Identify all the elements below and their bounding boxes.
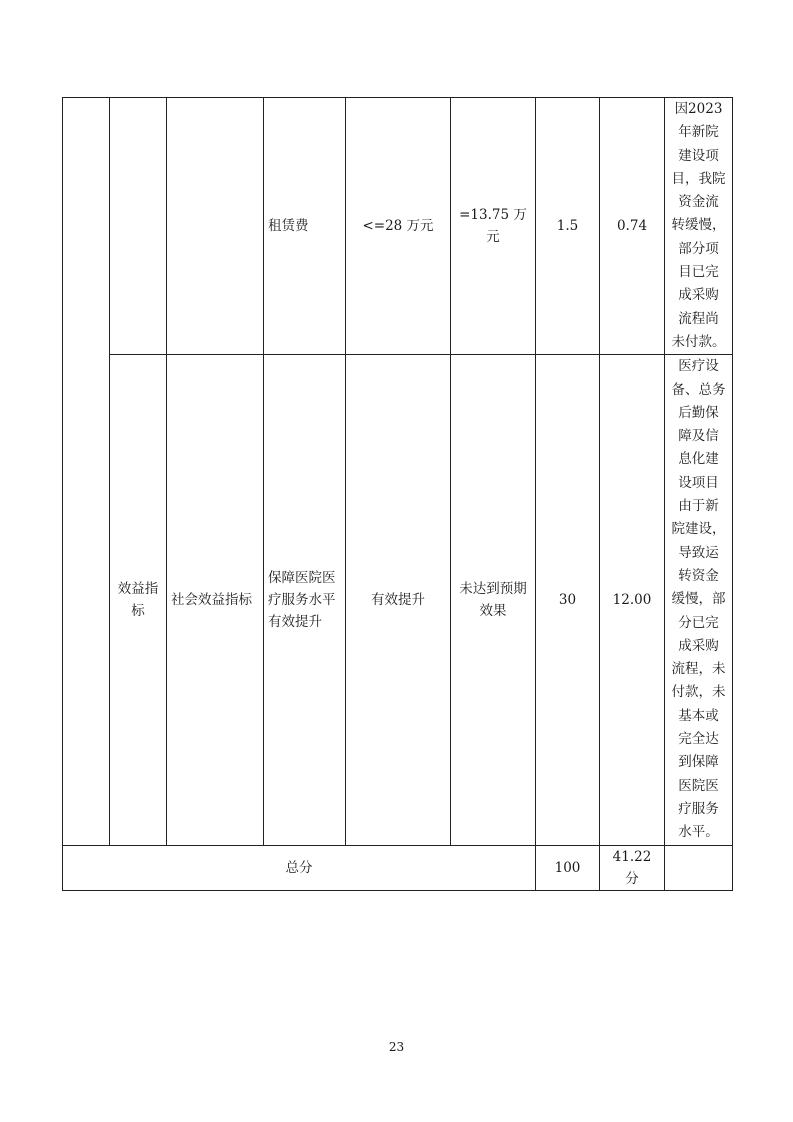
table-row-rent xyxy=(63,98,733,355)
primary-indicator-cell: 效益指标 xyxy=(110,355,167,845)
deviation-note-text xyxy=(669,98,728,354)
note-line: 医疗设 xyxy=(678,358,719,375)
table-row-benefit xyxy=(63,355,733,845)
weight-cell: 30 xyxy=(536,355,600,845)
secondary-indicator-cell: 社会效益指标 xyxy=(167,355,264,845)
score-cell: 0.74 xyxy=(600,98,665,355)
note-line: 付款，未 xyxy=(671,684,726,701)
note-line: 流程尚 xyxy=(678,310,719,327)
score-cell: 12.00 xyxy=(600,355,665,845)
note-line: 院建设， xyxy=(671,521,726,538)
note-line: 息化建 xyxy=(678,451,719,468)
note-line: 因2023 xyxy=(674,101,723,117)
page-number: 23 xyxy=(388,1040,405,1054)
note-line: 目，我院 xyxy=(671,170,726,187)
note-line: 转缓慢， xyxy=(671,217,726,234)
total-note-cell xyxy=(665,845,733,890)
note-line: 分已完 xyxy=(678,614,719,631)
note-line: 水平。 xyxy=(678,824,719,841)
note-line: 转资金 xyxy=(678,567,719,584)
note-line: 建设项 xyxy=(678,147,719,164)
tertiary-indicator-cell: 保障医院医疗服务水平有效提升 xyxy=(264,355,346,845)
target-value-cell: 有效提升 xyxy=(346,355,451,845)
note-line: 后勤保 xyxy=(678,404,719,421)
note-line: 年新院 xyxy=(678,124,719,141)
note-line: 资金流 xyxy=(678,194,719,211)
total-label-cell: 总分 xyxy=(63,845,536,890)
category-cell xyxy=(63,98,110,846)
note-line: 未付款。 xyxy=(671,333,726,350)
note-line: 障及信 xyxy=(678,428,719,445)
note-line: 部分项 xyxy=(678,240,719,257)
performance-evaluation-table xyxy=(62,97,733,891)
note-line: 流程，未 xyxy=(671,661,726,678)
note-line: 缓慢，部 xyxy=(671,591,726,608)
note-line: 目已完 xyxy=(678,264,719,281)
weight-cell: 1.5 xyxy=(536,98,600,355)
total-weight-cell: 100 xyxy=(536,845,600,890)
note-line: 医院医 xyxy=(678,777,719,794)
target-value-cell: <=28 万元 xyxy=(346,98,451,355)
note-line: 设项目 xyxy=(678,474,719,491)
actual-value-cell: 未达到预期效果 xyxy=(451,355,536,845)
note-line: 由于新 xyxy=(678,498,719,515)
note-line: 成采购 xyxy=(678,637,719,654)
note-line: 备、总务 xyxy=(671,381,726,398)
note-line: 完全达 xyxy=(678,731,719,748)
deviation-note-text xyxy=(669,355,728,844)
total-score-cell: 41.22 分 xyxy=(600,845,665,890)
primary-indicator-cell xyxy=(110,98,167,355)
secondary-indicator-cell xyxy=(167,98,264,355)
note-line: 到保障 xyxy=(678,754,719,771)
note-line: 导致运 xyxy=(678,544,719,561)
deviation-note-cell xyxy=(665,98,733,355)
note-line: 成采购 xyxy=(678,287,719,304)
deviation-note-cell xyxy=(665,355,733,845)
table-row-total xyxy=(63,845,733,890)
actual-value-cell: =13.75 万元 xyxy=(451,98,536,355)
note-line: 基本或 xyxy=(678,707,719,724)
note-line: 疗服务 xyxy=(678,800,719,817)
tertiary-indicator-cell: 租赁费 xyxy=(264,98,346,355)
